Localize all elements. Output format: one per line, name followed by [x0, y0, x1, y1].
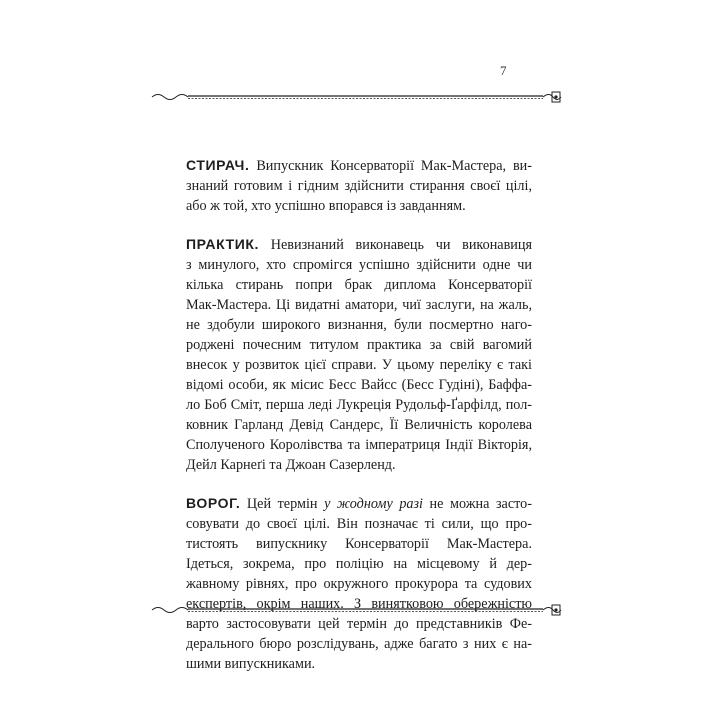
entry-text-line: шими випускниками.	[186, 656, 316, 672]
entry-text-line: Ідеться, зокрема, про поліцію на місцевому й дер-	[186, 556, 532, 572]
top-ornament-rule	[148, 90, 568, 104]
entry-text-line: варто застосовувати цей термін до представників Фе-	[186, 616, 532, 632]
entry-text-line: експертів, окрім наших. З винятковою обережністю	[186, 596, 532, 612]
entry-text-line: жавному рівнях, про окружного прокурора та судових	[186, 576, 532, 592]
entry-text-line: Невизнаний виконавець чи виконавиця	[259, 237, 532, 253]
entry-text-line: відомі особи, як місис Бесс Вайсс (Бесс Гудіні), Баффа-	[186, 377, 532, 393]
entry-text-line: Випускник Консерваторії Мак-Мастера, ви-	[249, 158, 532, 174]
term-label: ПРАКТИК.	[186, 236, 260, 252]
glossary-entry-practitioner	[186, 234, 532, 475]
term-label: СТИРАЧ.	[186, 157, 250, 173]
entry-text-line: Сполученого Королівства та імператриця Індії Вікторія,	[186, 437, 532, 453]
page-number: 7	[500, 63, 507, 78]
entry-text-line: Дейл Карнеґі та Джоан Сазерленд.	[186, 457, 396, 473]
entry-text-line: внесок у розвиток цієї справи. У цьому переліку є такі	[186, 357, 532, 373]
entry-text-segment: не можна засто-	[423, 496, 532, 512]
entry-text-line: совувати до своєї цілі. Він позначає ті сили, що про-	[186, 516, 532, 532]
entry-text-line: роджені почесним титулом практика за свій вагомий	[186, 337, 532, 353]
entry-text-line: ковник Гарланд Девід Сандерс, Її Величність королева	[186, 417, 532, 433]
entry-text-line: з минулого, хто спромігся успішно здійснити одне чи	[186, 257, 532, 273]
glossary-entry-erasure	[186, 155, 532, 216]
entry-text-segment: Цей термін	[240, 496, 325, 512]
entry-text-line: кілька стирань попри брак диплома Консерваторії	[186, 277, 532, 293]
entry-text-line: або ж той, хто успішно впорався із завданням.	[186, 198, 466, 214]
entry-text-line: дерального бюро розслідувань, адже багато з них є на-	[186, 636, 532, 652]
bottom-ornament-rule	[148, 603, 568, 617]
entry-text-line: тистоять випускнику Консерваторії Мак-Мастера.	[186, 536, 532, 552]
entry-text-line: Мак-Мастера. Ці видатні аматори, чиї заслуги, на жаль,	[186, 297, 532, 313]
term-label: ВОРОГ.	[186, 495, 241, 511]
entry-text-line: ло Боб Сміт, перша леді Лукреція Рудольф-Ґарфілд, пол-	[186, 397, 532, 413]
entry-emphasis: у жодному разі	[324, 496, 423, 512]
glossary-entry-enemy	[186, 493, 532, 674]
entry-text-line: знаний готовим і гідним здійснити стирання своєї цілі,	[186, 178, 532, 194]
entry-text-line: не здобули широкого визнання, були посмертно наго-	[186, 317, 532, 333]
